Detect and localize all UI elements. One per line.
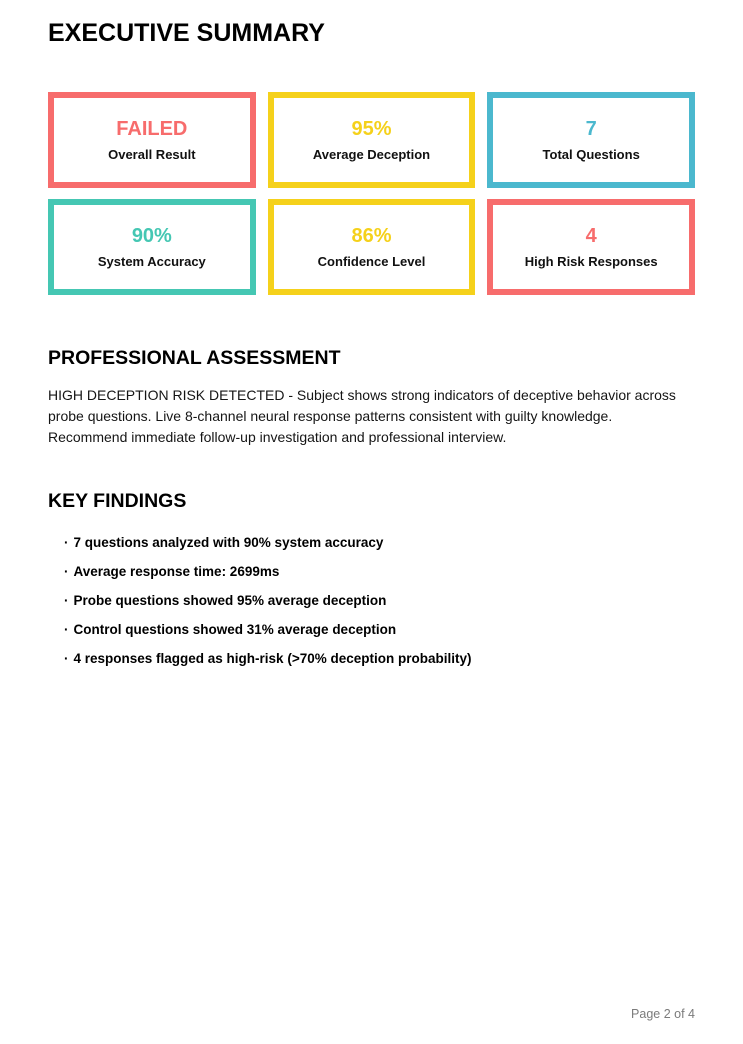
stat-value: 4 <box>585 224 597 247</box>
stat-label: System Accuracy <box>97 253 206 269</box>
stat-value: 90% <box>131 224 172 247</box>
stat-value: 95% <box>351 117 392 140</box>
stat-card-confidence-level <box>268 199 476 295</box>
stat-label: Average Deception <box>312 146 431 162</box>
stat-label: High Risk Responses <box>524 253 658 269</box>
key-findings-heading: KEY FINDINGS <box>48 490 187 513</box>
stat-label: Confidence Level <box>317 253 426 269</box>
professional-assessment-body: HIGH DECEPTION RISK DETECTED - Subject shows strong indicators of deceptive behavior across probe questions. Live 8-channel neural response patterns consistent with guilty knowledge. Recommend immediate follow-up investigation and professional interview. <box>48 387 676 446</box>
page-number: Page 2 of 4 <box>631 1006 695 1021</box>
stat-card-grid <box>48 92 695 295</box>
stat-label: Overall Result <box>108 146 196 162</box>
page-title: EXECUTIVE SUMMARY <box>48 19 325 47</box>
stat-value: 7 <box>585 117 597 140</box>
stat-card-average-deception <box>268 92 476 188</box>
professional-assessment-section <box>48 347 695 448</box>
key-findings-section <box>48 490 695 666</box>
stat-card-high-risk-responses <box>487 199 695 295</box>
stat-card-system-accuracy <box>48 199 256 295</box>
key-finding-item: · Control questions showed 31% average deception <box>64 622 695 638</box>
stat-label: Total Questions <box>542 146 640 162</box>
key-finding-item: · 7 questions analyzed with 90% system accuracy <box>64 535 695 551</box>
key-finding-item: · Average response time: 2699ms <box>64 564 695 580</box>
key-findings-list <box>48 535 695 667</box>
stat-value: 86% <box>351 224 392 247</box>
stat-card-overall-result <box>48 92 256 188</box>
stat-value: FAILED <box>116 117 188 140</box>
key-finding-item: · Probe questions showed 95% average deception <box>64 593 695 609</box>
stat-card-total-questions <box>487 92 695 188</box>
key-finding-item: · 4 responses flagged as high-risk (>70% deception probability) <box>64 651 695 667</box>
professional-assessment-heading: PROFESSIONAL ASSESSMENT <box>48 346 341 369</box>
